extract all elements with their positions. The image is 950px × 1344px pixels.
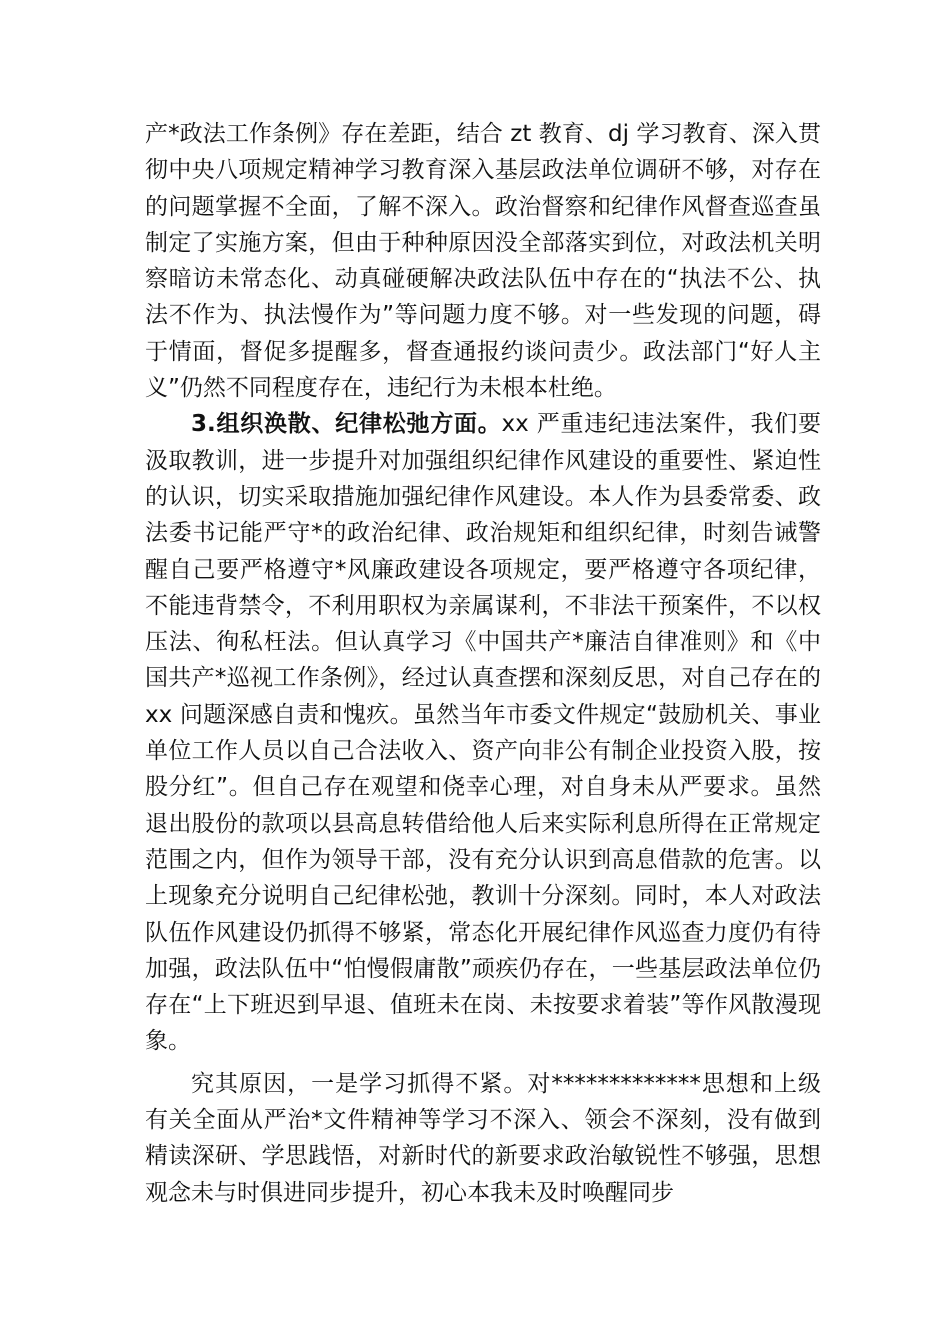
section-heading: 3.组织涣散、纪律松弛方面。 <box>191 411 502 438</box>
paragraph-3: 究其原因，一是学习抓得不紧。对*************思想和上级有关全面从严治*文件精神等学习不深入、领会不深刻，没有做到精读深研、学思践悟，对新时代的新要求政治敏锐性不够强，思想观念未与时俱进同步提升，初心本我未及时唤醒同步 <box>145 1070 821 1206</box>
paragraph-2-body: xx 严重违纪违法案件，我们要汲取教训，进一步提升对加强组织纪律作风建设的重要性、紧迫性的认识，切实采取措施加强纪律作风建设。本人作为县委常委、政法委书记能严守*的政治纪律、政治规矩和组织纪律，时刻告诫警醒自己要严格遵守*风廉政建设各项规定，要严格遵守各项纪律，不能违背禁令，不利用职权为亲属谋利，不非法干预案件，不以权压法、徇私枉法。但认真学习《中国共产*廉洁自律准则》和《中国共产*巡视工作条例》，经过认真查摆和深刻反思，对自己存在的 xx 问题深感自责和愧疚。虽然当年市委文件规定“鼓励机关、事业单位工作人员以自己合法收入、资产向非公有制企业投资入股，按股分红”。但自己存在观望和侥幸心理，对自身未从严要求。虽然退出股份的款项以县高息转借给他人后来实际利息所得在正常规定范围之内，但作为领导干部，没有充分认识到高息借款的危害。以上现象充分说明自己纪律松弛，教训十分深刻。同时，本人对政法队伍作风建设仍抓得不够紧，常态化开展纪律作风巡查力度仍有待加强，政法队伍中“怕慢假庸散”顽疾仍存在，一些基层政法单位仍存在“上下班迟到早退、值班未在岗、未按要求着装”等作风散漫现象。 <box>145 411 821 1055</box>
document-body <box>145 116 821 1211</box>
paragraph-1: 产*政法工作条例》存在差距，结合 zt 教育、dj 学习教育、深入贯彻中央八项规定精神学习教育深入基层政法单位调研不够，对存在的问题掌握不全面，了解不深入。政治督察和纪律作风督查巡查虽制定了实施方案，但由于种种原因没全部落实到位，对政法机关明察暗访未常态化、动真碰硬解决政法队伍中存在的“执法不公、执法不作为、执法慢作为”等问题力度不够。对一些发现的问题，碍于情面，督促多提醒多，督查通报约谈问责少。政法部门“好人主义”仍然不同程度存在，违纪行为未根本杜绝。 <box>145 121 821 402</box>
paragraph-2 <box>145 406 821 1059</box>
